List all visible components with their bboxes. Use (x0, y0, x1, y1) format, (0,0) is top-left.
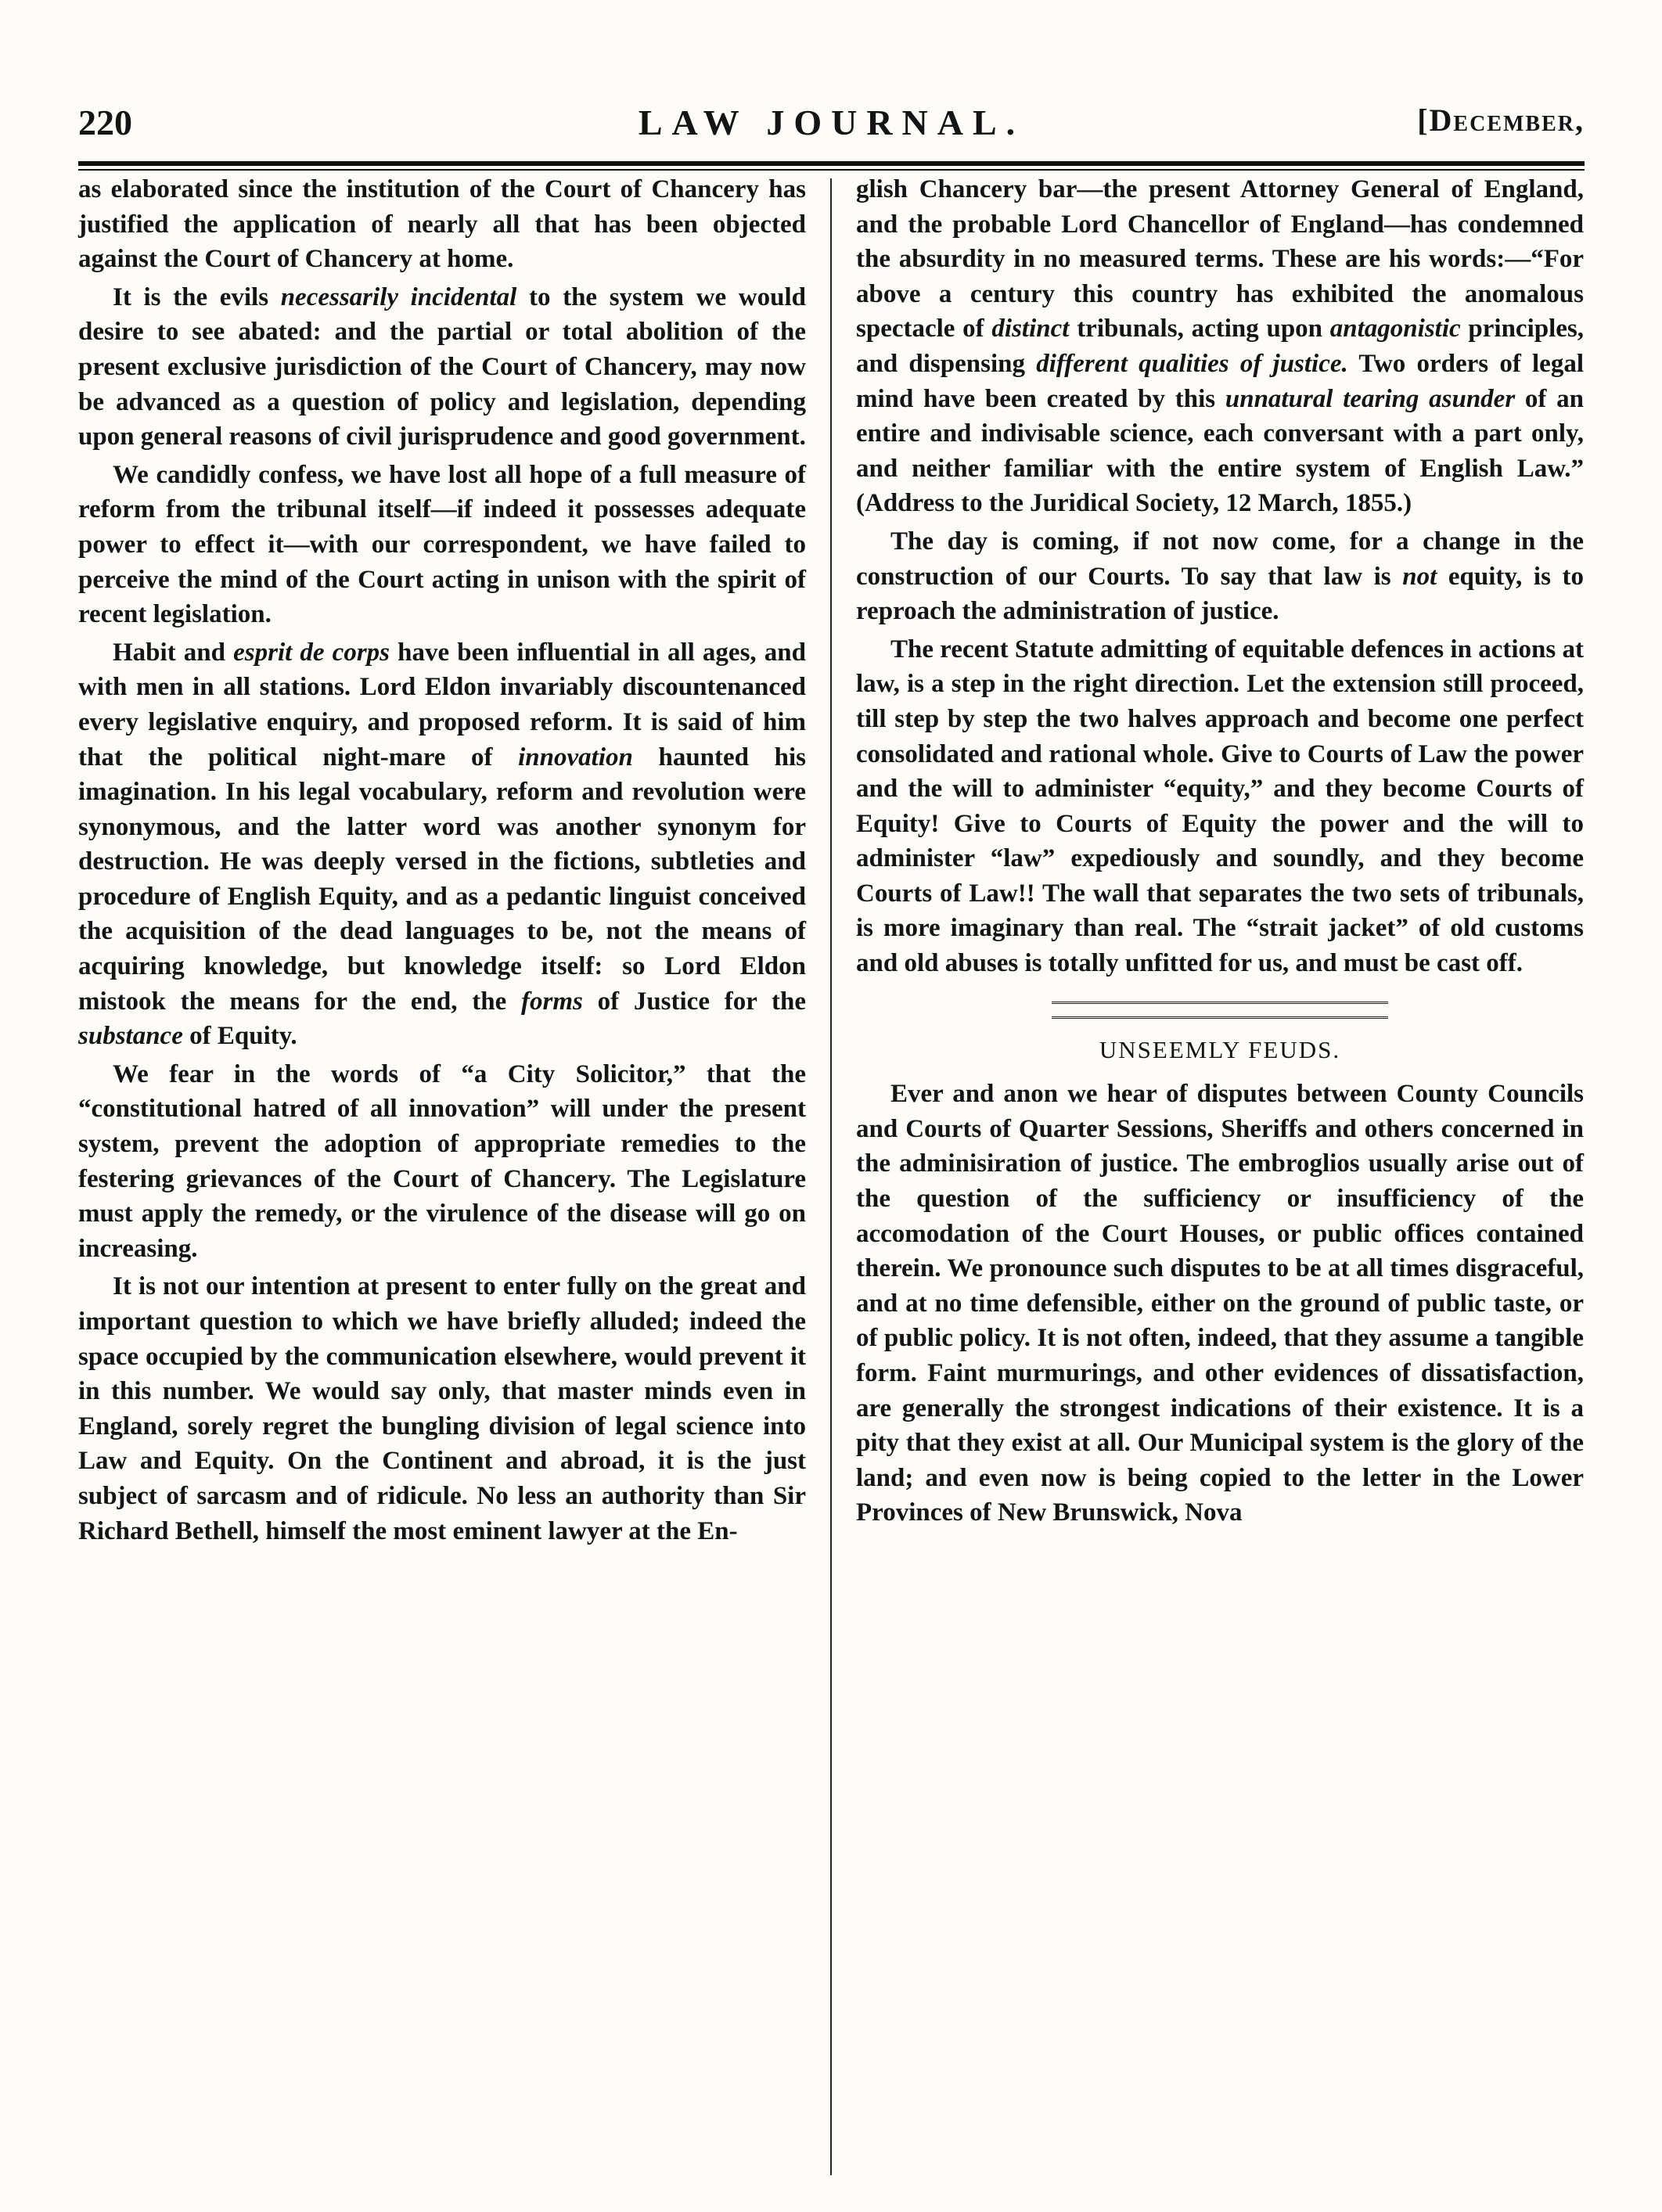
text-columns (78, 172, 1585, 2175)
left-paragraph-2: It is the evils necessarily incidental to the system we would desire to see abated: and the partial or total abolition of the present exclusive jurisdiction of the Court of Chancery, may now be advanced as a question of policy and legislation, depending upon general reasons of civil jurisprudence and good government. (78, 282, 806, 451)
left-paragraph-6: It is not our intention at present to enter fully on the great and important question to which we have briefly alluded; indeed the space occupied by the communication elsewhere, would prevent it in this number. We would say only, that master minds even in England, sorely regret the bungling division of legal science into Law and Equity. On the Continent and abroad, it is the just subject of sarcasm and of ridicule. No less an authority than Sir Richard Bethell, himself the most eminent lawyer at the En- (78, 1272, 806, 1545)
left-paragraph-4: Habit and esprit de corps have been influential in all ages, and with men in all stations. Lord Eldon invariably discountenanced every legislative enquiry, and proposed reform. It is said of him that the political night-mare of innovation haunted his imagination. In his legal vocabulary, reform and revolution were synonymous, and the latter word was another synonym for destruction. He was deeply versed in the fictions, subtleties and procedure of English Equity, and as a pedantic linguist conceived the acquisition of the dead languages to be, not the means of acquiring knowledge, but knowledge itself: so Lord Eldon mistook the means for the end, the forms of Justice for the substance of Equity. (78, 638, 806, 1051)
header-rule-thick (78, 161, 1585, 166)
header-month: [December, (1417, 103, 1585, 138)
left-paragraph-3: We candidly confess, we have lost all hope of a full measure of reform from the tribunal itself—if indeed it possesses adequate power to effect it—with our correspondent, we have failed to perceive the mind of the Court acting in unison with the spirit of recent legislation. (78, 460, 806, 629)
column-divider (830, 178, 832, 2175)
right-column (856, 172, 1584, 2175)
page-header (78, 102, 1585, 156)
left-paragraph-5: We fear in the words of “a City Solicitor,” that the “constitutional hatred of all innovation” will under the present system, prevent the adoption of appropriate remedies to the festering grievances of the Court of Chancery. The Legislature must apply the remedy, or the virulence of the disease will go on increasing. (78, 1059, 806, 1263)
left-column (78, 172, 806, 2175)
right-paragraph-1: glish Chancery bar—the present Attorney General of England, and the probable Lord Chancellor of England—has condemned the absurdity in no measured terms. These are his words:—“For above a century this country has exhibited the anomalous spectacle of distinct tribunals, acting upon antagonistic principles, and dispensing different qualities of justice. Two orders of legal mind have been created by this unnatural tearing asunder of an entire and indivisable science, each conversant with a part only, and neither familiar with the entire system of English Law.” (Address to the Juridical Society, 12 March, 1855.) (856, 175, 1585, 518)
journal-page (78, 102, 1585, 2175)
section-title: UNSEEMLY FEUDS. (1099, 1035, 1341, 1063)
right-paragraph-4: Ever and anon we hear of disputes between County Councils and Courts of Quarter Sessions, Sheriffs and others concerned in the adminisiration of justice. The embroglios usually arise out of the question of the sufficiency or insufficiency of the accomodation of the Court Houses, or public offices contained therein. We pronounce such disputes to be at all times disgraceful, and at no time defensible, either on the ground of public taste, or of public policy. It is not often, indeed, that they assume a tangible form. Faint murmurings, and other evidences of dissatisfaction, are generally the strongest indications of their existence. It is a pity that they exist at all. Our Municipal system is the glory of the land; and even now is being copied to the letter in the Lower Provinces of New Brunswick, Nova (856, 1080, 1584, 1527)
page-number: 220 (78, 103, 132, 142)
right-paragraph-3: The recent Statute admitting of equitable defences in actions at law, is a step in the right direction. Let the extension still proceed, till step by step the two halves approach and become one perfect consolidated and rational whole. Give to Courts of Law the power and the will to administer “equity,” and they become Courts of Equity! Give to Courts of Equity the power and the will to administer “law” expediously and soundly, and they become Courts of Law!! The wall that separates the two sets of tribunals, is more imaginary than real. The “strait jacket” of old customs and old abuses is totally unfitted for us, and must be cast off. (856, 635, 1584, 978)
right-paragraph-2: The day is coming, if not now come, for a change in the construction of our Courts. To say that law is not equity, is to reproach the administration of justice. (856, 527, 1584, 626)
left-paragraph-1: as elaborated since the institution of the Court of Chancery has justified the application of nearly all that has been objected against the Court of Chancery at home. (78, 175, 806, 274)
journal-title: LAW JOURNAL. (638, 103, 1025, 142)
section-ornament (1052, 1002, 1388, 1019)
header-rule-thin (78, 169, 1585, 171)
